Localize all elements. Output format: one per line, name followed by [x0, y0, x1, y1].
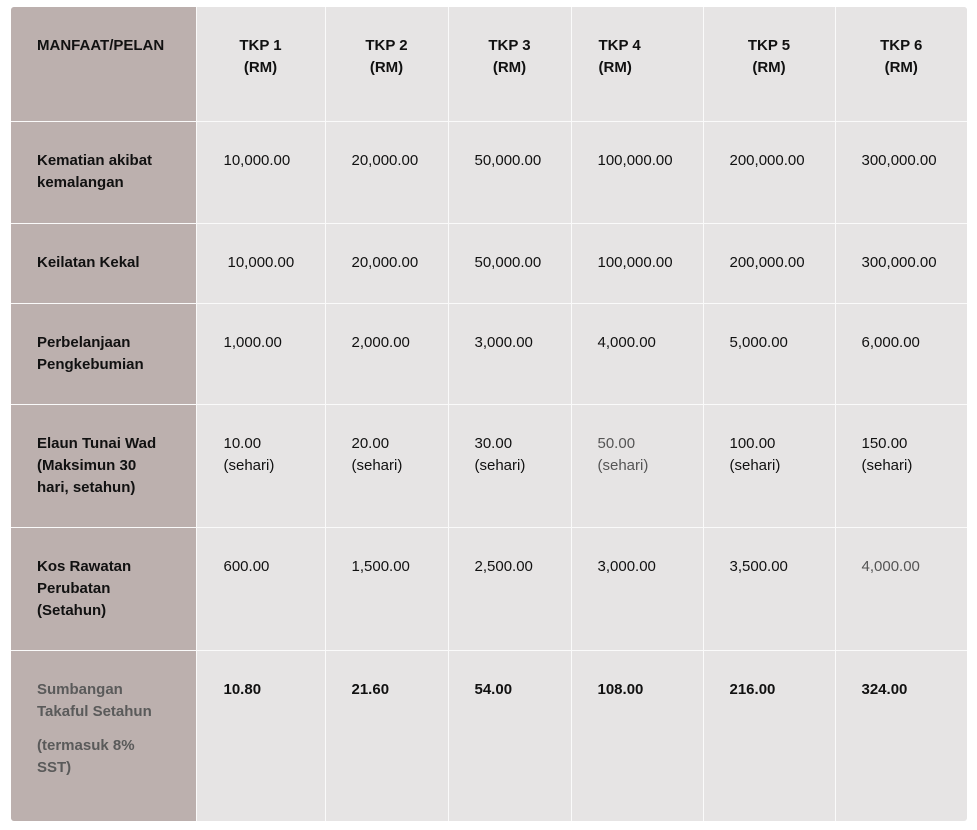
- value-cell: 200,000.00: [703, 223, 835, 303]
- value-cell: 1,500.00: [325, 527, 448, 650]
- header-plan-6: [835, 7, 967, 121]
- table-row: [11, 650, 967, 821]
- value-cell: 3,000.00: [448, 303, 571, 404]
- value-note: (sehari): [597, 456, 649, 474]
- value-cell: 20,000.00: [325, 121, 448, 223]
- value-cell: 10,000.00: [196, 121, 325, 223]
- plan-unit: (RM): [492, 59, 527, 76]
- value-note: (sehari): [351, 456, 403, 474]
- value-cell: 2,500.00: [448, 527, 571, 650]
- value-cell: 300,000.00: [835, 223, 967, 303]
- table-header-row: [11, 7, 967, 121]
- value-cell: 1,000.00: [196, 303, 325, 404]
- value-cell: 100,000.00: [571, 223, 703, 303]
- row-label-line: Keilatan Kekal: [37, 253, 140, 271]
- value-cell: 4,000.00: [835, 527, 967, 650]
- value-cell: 200,000.00: [703, 121, 835, 223]
- value-amount: 10.00: [223, 434, 262, 452]
- value-cell: 108.00: [571, 650, 703, 821]
- row-label-note-line: (termasuk 8%: [37, 736, 135, 754]
- value-cell: 2,000.00: [325, 303, 448, 404]
- value-cell: 216.00: [703, 650, 835, 821]
- value-cell: 600.00: [196, 527, 325, 650]
- row-label-permanent-disability: [11, 223, 196, 303]
- row-label-ward-cash-allowance: [11, 404, 196, 527]
- row-label-annual-contribution: [11, 650, 196, 821]
- value-cell: 21.60: [325, 650, 448, 821]
- value-cell: [703, 404, 835, 527]
- value-amount: 30.00: [474, 434, 513, 452]
- header-label-cell: [11, 7, 196, 121]
- benefits-table: [11, 7, 967, 821]
- value-note: (sehari): [223, 456, 275, 474]
- row-label-line: Perubatan: [37, 579, 111, 597]
- benefits-table-container: [11, 7, 967, 821]
- value-cell: 3,500.00: [703, 527, 835, 650]
- table-row: [11, 527, 967, 650]
- plan-name: TKP 1: [239, 37, 282, 54]
- plan-name: TKP 6: [880, 37, 923, 54]
- value-cell: 50,000.00: [448, 121, 571, 223]
- row-label-note-line: SST): [37, 758, 72, 776]
- header-plan-3: [448, 7, 571, 121]
- value-cell: [196, 404, 325, 527]
- plan-unit: (RM): [598, 59, 632, 76]
- plan-name: TKP 5: [747, 37, 791, 54]
- header-plan-2: [325, 7, 448, 121]
- value-cell: 3,000.00: [571, 527, 703, 650]
- header-plan-1: [196, 7, 325, 121]
- header-plan-4: [571, 7, 703, 121]
- plan-name: TKP 4: [598, 37, 641, 54]
- value-cell: 10.80: [196, 650, 325, 821]
- plan-unit: (RM): [243, 59, 278, 76]
- value-cell: 300,000.00: [835, 121, 967, 223]
- value-cell: [325, 404, 448, 527]
- value-cell: 20,000.00: [325, 223, 448, 303]
- table-row: [11, 404, 967, 527]
- row-label-line: hari, setahun): [37, 478, 136, 496]
- value-note: (sehari): [861, 456, 913, 474]
- table-row: [11, 223, 967, 303]
- row-label-funeral-expenses: [11, 303, 196, 404]
- row-label-line: (Setahun): [37, 601, 107, 619]
- value-cell: 4,000.00: [571, 303, 703, 404]
- value-cell: 10,000.00: [196, 223, 325, 303]
- row-label-line: (Maksimun 30: [37, 456, 137, 474]
- value-cell: 100,000.00: [571, 121, 703, 223]
- row-label-line: Sumbangan: [37, 680, 123, 698]
- value-amount: 100.00: [729, 434, 776, 452]
- row-label-line: Takaful Setahun: [37, 702, 152, 720]
- value-cell: 54.00: [448, 650, 571, 821]
- header-label: MANFAAT/PELAN: [37, 37, 165, 54]
- value-cell: 324.00: [861, 680, 908, 698]
- table-row: [11, 303, 967, 404]
- value-cell: [835, 404, 967, 527]
- row-label-line: Pengkebumian: [37, 355, 144, 373]
- row-label-medical-expenses: [11, 527, 196, 650]
- value-cell: 50,000.00: [448, 223, 571, 303]
- value-amount: 150.00: [861, 434, 908, 452]
- table-row: [11, 121, 967, 223]
- row-label-accidental-death: [11, 121, 196, 223]
- row-label-line: kemalangan: [37, 173, 124, 191]
- row-label-line: Perbelanjaan: [37, 333, 131, 351]
- value-cell: [448, 404, 571, 527]
- value-amount: 50.00: [597, 434, 636, 452]
- value-cell: 5,000.00: [703, 303, 835, 404]
- row-label-line: Kos Rawatan: [37, 557, 132, 575]
- plan-unit: (RM): [752, 59, 786, 76]
- row-label-line: Elaun Tunai Wad: [37, 434, 157, 452]
- value-note: (sehari): [474, 456, 526, 474]
- header-plan-5: [703, 7, 835, 121]
- plan-name: TKP 2: [365, 37, 408, 54]
- value-amount: 20.00: [351, 434, 390, 452]
- plan-name: TKP 3: [488, 37, 531, 54]
- value-note: (sehari): [729, 456, 781, 474]
- label-spacer: [37, 723, 196, 735]
- plan-unit: (RM): [884, 59, 918, 76]
- row-label-line: Kematian akibat: [37, 151, 153, 169]
- plan-unit: (RM): [369, 59, 404, 76]
- value-cell: 6,000.00: [835, 303, 967, 404]
- value-cell: [571, 404, 703, 527]
